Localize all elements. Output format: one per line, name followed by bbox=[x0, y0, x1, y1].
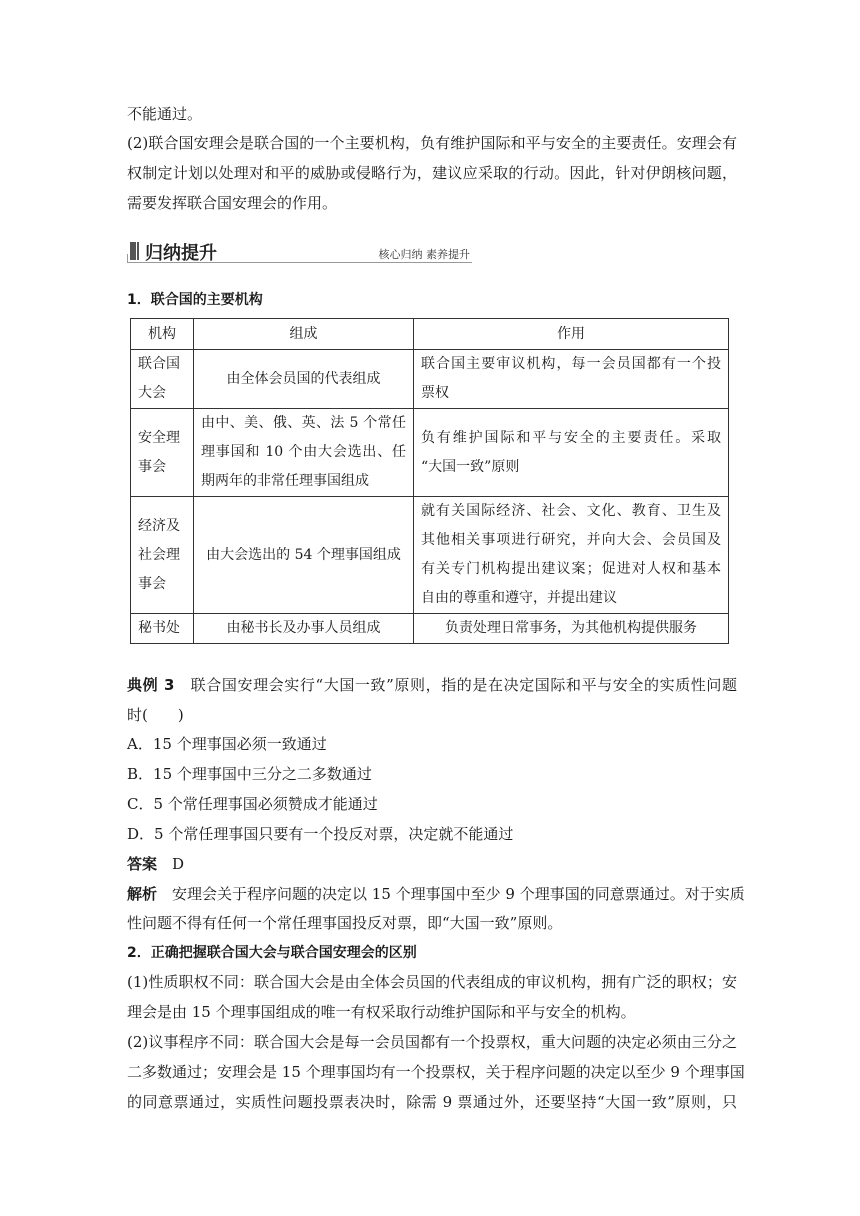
table-cell: 由中、美、俄、英、法 5 个常任 理事国和 10 个由大会选出、任 期两年的非常任理事国组成 bbox=[194, 409, 414, 497]
example-question: 典例 3 联合国安理会实行“大国一致”原则，指的是在决定国际和平与安全的实质性问题 bbox=[127, 676, 737, 694]
subsection-heading: 2．正确把握联合国大会与联合国安理会的区别 bbox=[127, 945, 417, 961]
table-row bbox=[131, 614, 729, 644]
banner-marker-icon bbox=[130, 242, 136, 260]
table-row bbox=[131, 497, 729, 614]
paragraph-line: 的同意票通过，实质性问题投票表决时，除需 9 票通过外，还要坚持“大国一致”原则，只 bbox=[127, 1093, 737, 1111]
section-banner bbox=[127, 238, 472, 266]
paragraph-line: 理会是由 15 个理事国组成的唯一有权采取行动维护国际和平与安全的机构。 bbox=[127, 1003, 636, 1021]
table-cell: 负责处理日常事务，为其他机构提供服务 bbox=[414, 614, 729, 644]
option-c: C．5 个常任理事国必须赞成才能通过 bbox=[127, 795, 378, 813]
table-cell: 由秘书长及办事人员组成 bbox=[194, 614, 414, 644]
analysis: 解析 安理会关于程序问题的决定以 15 个理事国中至少 9 个理事国的同意票通过。对于实质 bbox=[127, 885, 745, 903]
answer: 答案 D bbox=[127, 855, 185, 873]
section-title: 归纳提升 bbox=[145, 243, 217, 264]
example-question: 时( ) bbox=[127, 706, 184, 724]
table-cell: 负有维护国际和平与安全的主要责任。采取 “大国一致”原则 bbox=[414, 409, 729, 497]
table-cell: 就有关国际经济、社会、文化、教育、卫生及 其他相关事项进行研究，并向大会、会员国及 有关专门机构提出建议案；促进对人权和基本 自由的尊重和遵守，并提出建议 bbox=[414, 497, 729, 614]
column-header: 作用 bbox=[414, 319, 729, 350]
column-header: 机构 bbox=[131, 319, 194, 350]
option-a: A．15 个理事国必须一致通过 bbox=[127, 735, 327, 753]
table-header-row bbox=[131, 319, 729, 350]
paragraph-line: (1)性质职权不同：联合国大会是由全体会员国的代表组成的审议机构，拥有广泛的职权；安 bbox=[127, 973, 737, 991]
table-cell: 联合国 大会 bbox=[131, 350, 194, 409]
banner-marker-icon bbox=[137, 242, 139, 260]
option-b: B．15 个理事国中三分之二多数通过 bbox=[127, 765, 372, 783]
table-cell: 联合国主要审议机构，每一会员国都有一个投 票权 bbox=[414, 350, 729, 409]
table-cell: 经济及 社会理 事会 bbox=[131, 497, 194, 614]
paragraph-line: (2)议事程序不同：联合国大会是每一会员国都有一个投票权，重大问题的决定必须由三分之 bbox=[127, 1033, 737, 1051]
paragraph-line: 需要发挥联合国安理会的作用。 bbox=[127, 194, 338, 212]
banner-tick bbox=[127, 254, 128, 263]
paragraph-line: 权制定计划以处理对和平的威胁或侵略行为，建议应采取的行动。因此，针对伊朗核问题， bbox=[127, 164, 737, 182]
option-d: D．5 个常任理事国只要有一个投反对票，决定就不能通过 bbox=[127, 825, 514, 843]
organs-table bbox=[130, 318, 729, 644]
table-cell: 由大会选出的 54 个理事国组成 bbox=[194, 497, 414, 614]
column-header: 组成 bbox=[194, 319, 414, 350]
table-row bbox=[131, 409, 729, 497]
table-cell: 安全理 事会 bbox=[131, 409, 194, 497]
subsection-heading: 1．联合国的主要机构 bbox=[127, 292, 263, 308]
paragraph-line: 不能通过。 bbox=[127, 105, 203, 123]
table-row bbox=[131, 350, 729, 409]
paragraph-line: (2)联合国安理会是联合国的一个主要机构，负有维护国际和平与安全的主要责任。安理会有 bbox=[127, 134, 737, 152]
table-cell: 秘书处 bbox=[131, 614, 194, 644]
section-subtitle: 核心归纳 素养提升 bbox=[378, 248, 470, 261]
table-cell: 由全体会员国的代表组成 bbox=[194, 350, 414, 409]
paragraph-line: 二多数通过；安理会是 15 个理事国均有一个投票权，关于程序问题的决定以至少 9 个理事国 bbox=[127, 1063, 745, 1081]
analysis: 性问题不得有任何一个常任理事国投反对票，即“大国一致”原则。 bbox=[127, 914, 563, 932]
